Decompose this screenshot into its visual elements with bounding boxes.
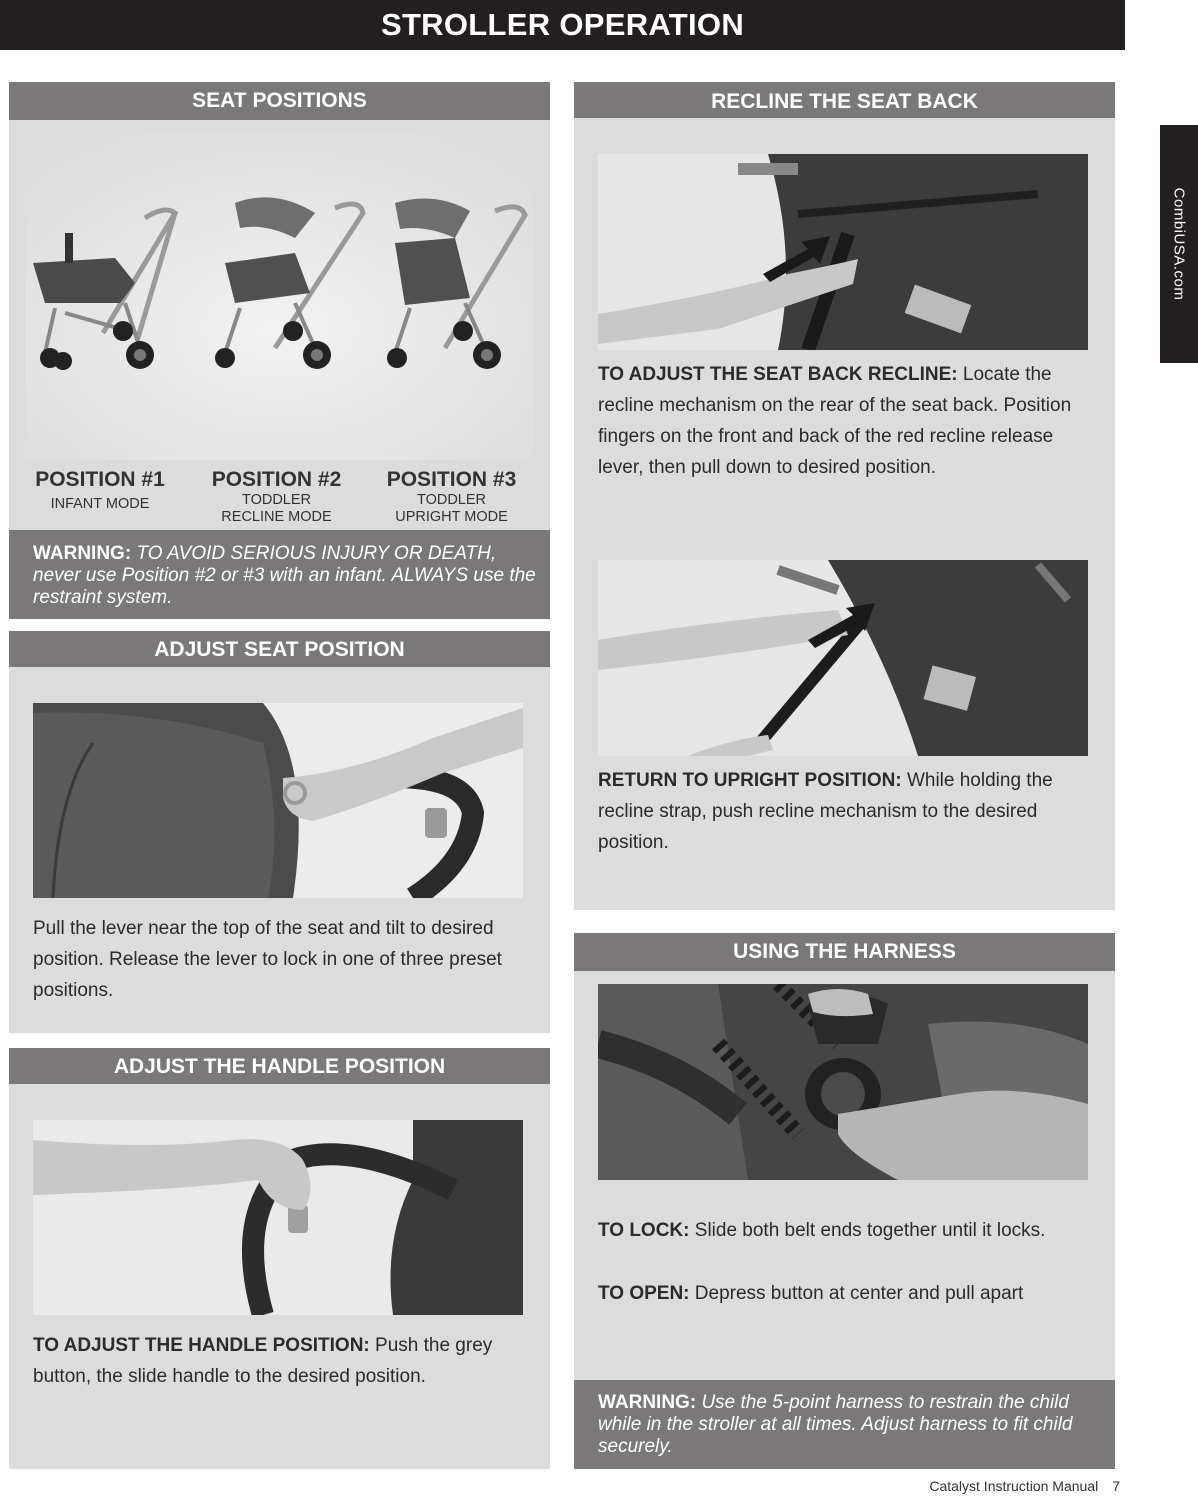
adjust-handle-text	[33, 1330, 528, 1392]
harness-photo	[598, 984, 1088, 1180]
page-title: STROLLER OPERATION	[0, 0, 1125, 50]
page-footer	[929, 1478, 1120, 1494]
position-2-title: POSITION #2	[211, 468, 342, 491]
adjust-handle-heading: ADJUST THE HANDLE POSITION	[9, 1048, 550, 1084]
adjust-handle-label: TO ADJUST THE HANDLE POSITION:	[33, 1335, 370, 1356]
adjust-handle-body: Push the grey button, the slide handle to the desired position.	[33, 1335, 493, 1387]
harness-lock-label: TO LOCK:	[598, 1220, 690, 1241]
recline-photo-2	[598, 560, 1088, 756]
seat-positions-warning	[9, 530, 550, 619]
position-2-subtitle: TODDLER RECLINE MODE	[221, 492, 332, 525]
recline-photo-1	[598, 154, 1088, 350]
page-number: 7	[1112, 1478, 1120, 1494]
harness-warning-label: WARNING:	[598, 1392, 697, 1413]
recline-adjust-body: Locate the recline mechanism on the rear of the seat back. Position fingers on the front and back of the red recline release lever, then pull down to desired position.	[598, 364, 1072, 478]
recline-return-text	[598, 765, 1088, 858]
position-1-label	[25, 468, 175, 513]
recline-heading: RECLINE THE SEAT BACK	[574, 82, 1115, 118]
harness-lock-text	[598, 1219, 1068, 1243]
adjust-seat-heading: ADJUST SEAT POSITION	[9, 631, 550, 667]
position-3-subtitle: TODDLER UPRIGHT MODE	[395, 492, 508, 525]
position-1-title: POSITION #1	[35, 468, 165, 491]
recline-return-label: RETURN TO UPRIGHT POSITION:	[598, 770, 902, 791]
side-tab-text: CombiUSA.com	[1170, 187, 1188, 301]
position-1-subtitle: INFANT MODE	[50, 496, 150, 512]
adjust-seat-text: Pull the lever near the top of the seat and tilt to desired position. Release the lever to lock in one of three preset positions.	[33, 918, 502, 1001]
adjust-seat-photo	[33, 703, 523, 898]
harness-warning	[574, 1380, 1115, 1469]
harness-heading: USING THE HARNESS	[574, 933, 1115, 971]
recline-return-body: While holding the recline strap, push recline mechanism to the desired position.	[598, 770, 1053, 853]
seat-positions-panel	[9, 82, 550, 619]
harness-lock-body: Slide both belt ends together until it locks.	[694, 1220, 1046, 1241]
harness-open-text	[598, 1282, 1088, 1306]
recline-panel	[574, 82, 1115, 910]
adjust-handle-panel	[9, 1048, 550, 1469]
position-3-title: POSITION #3	[386, 468, 517, 491]
position-3-label	[374, 468, 529, 526]
seat-positions-photo	[25, 133, 534, 460]
recline-adjust-text	[598, 359, 1088, 483]
adjust-seat-panel	[9, 631, 550, 1033]
side-tab	[1160, 125, 1198, 363]
seat-warning-text: TO AVOID SERIOUS INJURY OR DEATH, never use Position #2 or #3 with an infant. ALWAYS use the restraint system.	[33, 543, 536, 608]
recline-adjust-label: TO ADJUST THE SEAT BACK RECLINE:	[598, 364, 958, 385]
seat-positions-heading: SEAT POSITIONS	[9, 82, 550, 120]
adjust-handle-photo	[33, 1120, 523, 1315]
harness-open-body: Depress button at center and pull apart	[694, 1283, 1024, 1304]
harness-open-label: TO OPEN:	[598, 1283, 690, 1304]
seat-warning-label: WARNING:	[33, 543, 132, 564]
footer-manual-title: Catalyst Instruction Manual	[929, 1478, 1099, 1494]
position-2-label	[199, 468, 354, 526]
harness-warning-text: Use the 5-point harness to restrain the child while in the stroller at all times. Adjust harness to fit child securely.	[598, 1392, 1073, 1457]
harness-panel	[574, 933, 1115, 1469]
